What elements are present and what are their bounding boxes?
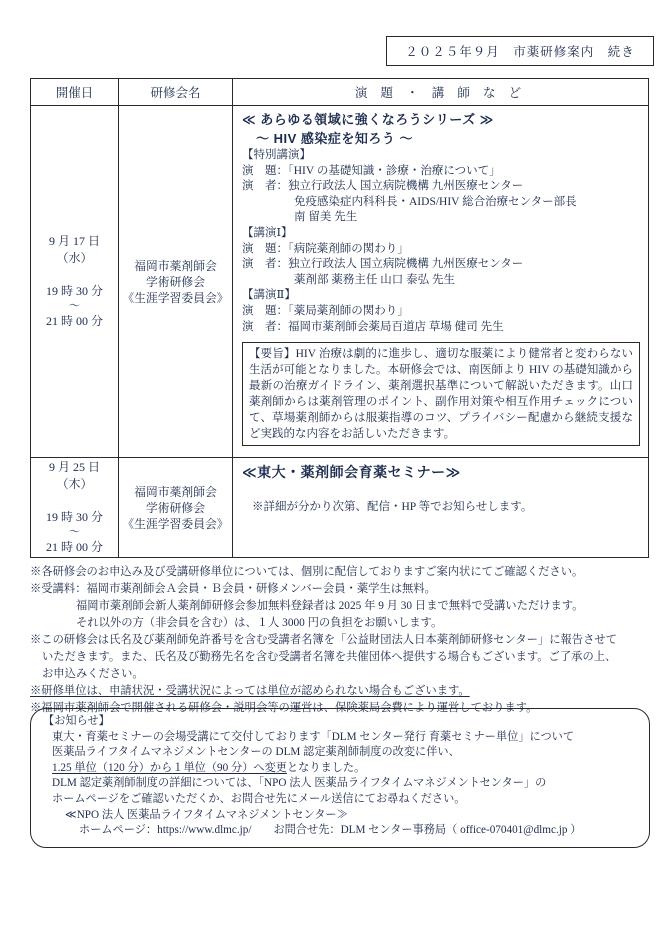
schedule-table xyxy=(30,78,649,558)
tilde-glyph: 〜 xyxy=(69,300,80,312)
announcement-line xyxy=(43,761,637,777)
homepage-label: ホームページ： xyxy=(79,824,158,837)
npo-name: ≪NPO 法人 医薬品ライフタイムマネジメントセンター≫ xyxy=(65,808,348,821)
note-line: それ以外の方（非会員を含む）は、１人 3000 円の負担をお願いします。 xyxy=(76,617,443,629)
notes-section xyxy=(30,564,652,717)
col-header-date: 開催日 xyxy=(31,79,119,106)
seminar-type: 学術研修会 xyxy=(146,500,205,515)
seminar-note: ※詳細が分かり次第、配信・HP 等でお知らせします。 xyxy=(252,501,533,513)
page-header-box xyxy=(386,36,654,66)
note-line-underlined: ※研修単位は、申請状況・受講状況によっては単位が認められない場合もございます。 xyxy=(30,685,470,697)
detail-line: 【講演Ⅰ】 xyxy=(242,226,293,239)
note-line: お申込みください。 xyxy=(42,668,144,680)
detail-line: 演 題：「HIV の基礎知識・診療・治療について」 xyxy=(242,164,501,177)
date-line: （木） xyxy=(56,477,93,491)
table-header-row xyxy=(31,79,649,106)
seminar-org: 福岡市薬剤師会 xyxy=(134,484,217,499)
seminar-org: 福岡市薬剤師会 xyxy=(134,258,217,273)
detail-cell xyxy=(233,458,649,558)
detail-line: 南 留美 先生 xyxy=(294,211,358,224)
time-end: 21 時 00 分 xyxy=(45,314,103,328)
table-row xyxy=(31,106,649,458)
col-header-detail: 演 題 ・ 講 師 な ど xyxy=(233,79,649,106)
detail-cell xyxy=(233,106,649,458)
contact-close-paren: ） xyxy=(567,824,582,837)
date-line: 9 月 25 日 xyxy=(48,460,100,474)
announcement-line: ホームページをご確認いただくか、お問合せ先にメール送信にてお尋ねください。 xyxy=(52,792,466,805)
seminar-committee: 《生涯学習委員会》 xyxy=(122,290,229,305)
detail-line: 【講演Ⅱ】 xyxy=(242,289,296,302)
date-cell xyxy=(31,458,119,558)
seminar-title: ≪東大・薬剤師会育薬セミナー≫ xyxy=(242,464,461,480)
time-start: 19 時 30 分 xyxy=(45,284,103,298)
unit-change-rest: となりました。 xyxy=(286,761,366,774)
note-line: ※受講料：福岡市薬剤師会Ａ会員・Ｂ会員・研修メンバー会員・薬学生は無料。 xyxy=(30,583,436,595)
announcement-box xyxy=(30,708,650,848)
series-title: ≪ あらゆる領域に強くなろうシリーズ ≫ xyxy=(242,112,494,127)
note-line: いただきます。また、氏名及び勤務先名を含む受講者名簿を共催団体へ提供する場合もございます。ご了承の上、 xyxy=(42,651,617,663)
detail-line: 薬剤部 薬務主任 山口 泰弘 先生 xyxy=(294,273,455,286)
detail-line: 演 題：「薬局薬剤師の関わり」 xyxy=(242,304,409,317)
contact-email[interactable]: office-070401@dlmc.jp xyxy=(460,824,568,837)
announcement-line: DLM 認定薬剤師制度の詳細については、「NPO 法人 医薬品ライフタイムマネジメントセンター」の xyxy=(52,777,547,790)
series-subtitle: ～ HIV 感染症を知ろう ～ xyxy=(256,131,414,146)
contact-line xyxy=(43,823,637,839)
homepage-url[interactable]: https://www.dlmc.jp/ xyxy=(157,824,252,837)
abstract-box xyxy=(242,342,640,446)
date-line: （水） xyxy=(56,251,93,265)
announcement-line: 医薬品ライフタイムマネジメントセンターの DLM 認定薬剤師制度の改変に伴い、 xyxy=(52,746,460,759)
col-header-name: 研修会名 xyxy=(119,79,233,106)
date-cell xyxy=(31,106,119,458)
unit-change-underlined: 1.25 単位（120 分）から１単位（90 分）へ変更 xyxy=(52,761,287,774)
date-line: 9 月 17 日 xyxy=(48,234,100,248)
seminar-name-cell xyxy=(119,458,233,558)
page-header-title: ２０２５年９月 市薬研修案内 続き xyxy=(405,45,635,59)
time-end: 21 時 00 分 xyxy=(45,540,103,554)
detail-line: 演 者：独立行政法人 国立病院機構 九州医療センター xyxy=(242,180,524,193)
detail-line: 演 者：独立行政法人 国立病院機構 九州医療センター xyxy=(242,258,524,271)
time-start: 19 時 30 分 xyxy=(45,510,103,524)
note-line: 福岡市薬剤師会新人薬剤師研修会参加無料登録者は 2025 年 9 月 30 日まで無料で受講いただけます。 xyxy=(76,600,584,612)
abstract-text: 【要旨】HIV 治療は劇的に進歩し、適切な服薬により健常者と変わらない生活が可能となりました。本研修会では、南医師より HIV の基礎知識から最新の治療ガイドライン、薬剤選択基準について解説いただきます。山口薬剤師からは薬剤管理のポイント、副作用対策や相互作用チェックについて、草場薬剤師からは服薬指導のコツ、プライバシー配慮から継続支援など実践的な内容をお話しいただきます。 xyxy=(249,348,633,441)
seminar-committee: 《生涯学習委員会》 xyxy=(122,516,229,531)
contact-label: お問合せ先：DLM センター事務局（ xyxy=(273,824,461,837)
note-line: ※この研修会は氏名及び薬剤師免許番号を含む受講者名簿を「公益財団法人日本薬剤師研修センター」に報告させて xyxy=(30,634,617,646)
detail-line: 免疫感染症内科科長・AIDS/HIV 総合治療センター部長 xyxy=(294,195,577,208)
tilde-glyph: 〜 xyxy=(69,526,80,538)
detail-line: 演 者：福岡市薬剤師会薬局百道店 草場 健司 先生 xyxy=(242,320,504,333)
seminar-name-cell xyxy=(119,106,233,458)
table-row xyxy=(31,458,649,558)
detail-line: 【特別講演】 xyxy=(242,149,311,161)
seminar-type: 学術研修会 xyxy=(146,274,205,289)
announcement-heading: 【お知らせ】 xyxy=(43,715,110,727)
note-line: ※各研修会のお申込み及び受講研修単位については、個別に配信しておりますご案内状にてご確認ください。 xyxy=(30,566,584,578)
note-line: ※福岡市薬剤師会で開催される研修会・説明会等の運営は、保険薬局会費により運営しております。 xyxy=(30,702,538,714)
announcement-line: 東大・育薬セミナーの会場受講にて交付しております「DLM センター発行 育薬セミナー単位」について xyxy=(52,730,575,743)
detail-line: 演 題：「病院薬剤師の関わり」 xyxy=(242,242,409,255)
